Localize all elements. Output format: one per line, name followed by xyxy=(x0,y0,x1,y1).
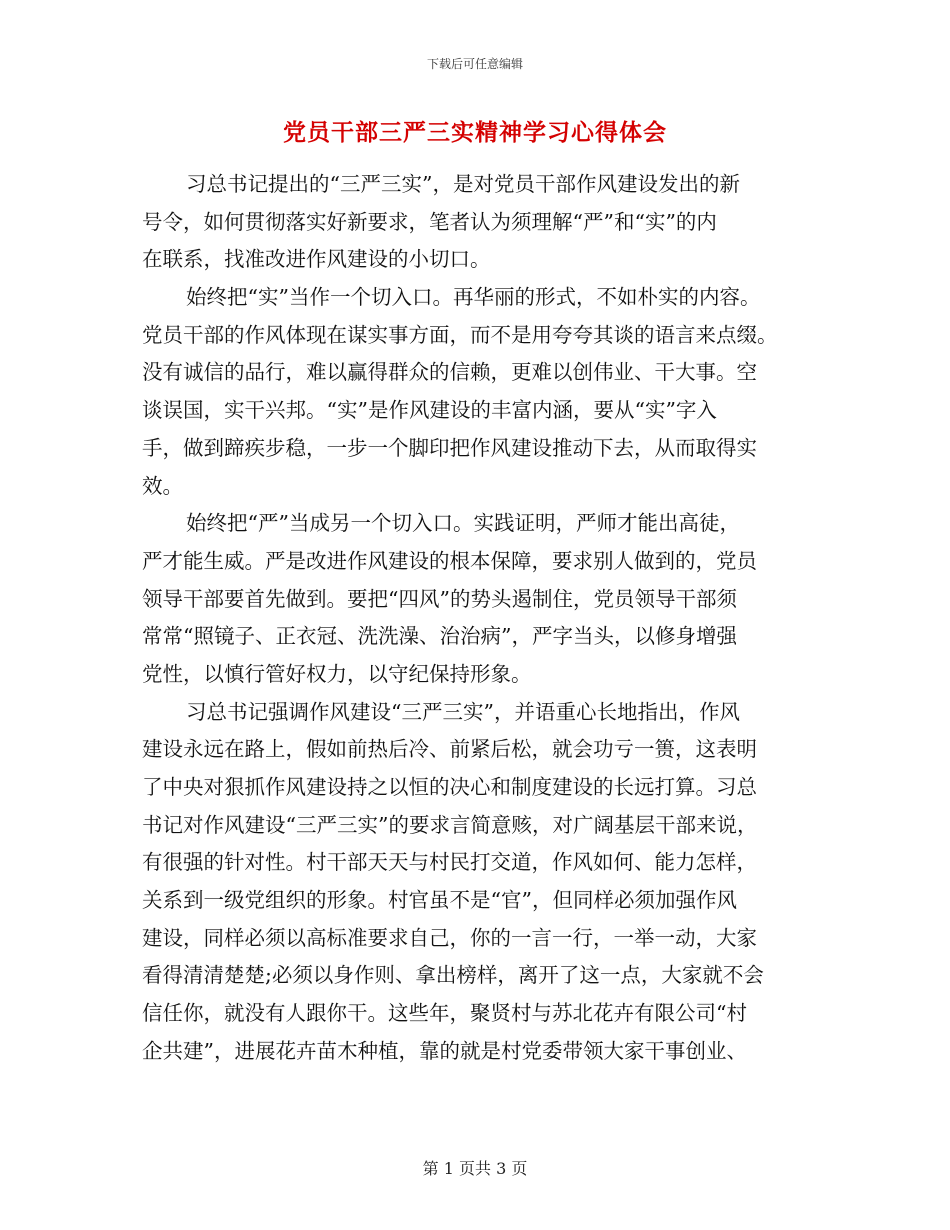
page-number-footer: 第 1 页共 3 页 xyxy=(422,1159,528,1178)
paragraph-line: 书记对作风建设“三严三实”的要求言简意赅，对广阔基层干部来说， xyxy=(142,812,758,837)
paragraph-line: 有很强的针对性。村干部天天与村民打交道，作风如何、能力怎样， xyxy=(142,850,757,875)
paragraph-line: 始终把“实”当作一个切入口。再华丽的形式，不如朴实的内容。 xyxy=(186,285,761,310)
paragraph xyxy=(142,694,808,1071)
paragraph-line: 习总书记强调作风建设“三严三实”，并语重心长地指出，作风 xyxy=(186,699,740,724)
paragraph-line: 建设永远在路上，假如前热后冷、前紧后松，就会功亏一篑，这表明 xyxy=(142,737,757,762)
paragraph-line: 效。 xyxy=(142,473,183,498)
paragraph-line: 谈误国，实干兴邦。“实”是作风建设的丰富内涵，要从“实”字入 xyxy=(142,398,717,423)
paragraph-line: 在联系，找准改进作风建设的小切口。 xyxy=(142,247,491,272)
paragraph-line: 企共建”，进展花卉苗木种植，靠的就是村党委带领大家干事创业、 xyxy=(142,1038,747,1063)
paragraph-line: 严才能生威。严是改进作风建设的根本保障，要求别人做到的，党员 xyxy=(142,548,757,573)
paragraph-line: 常常“照镜子、正衣冠、洗洗澡、治治病”，严字当头，以修身增强 xyxy=(142,624,737,649)
document-title: 党员干部三严三实精神学习心得体会 xyxy=(283,119,667,146)
paragraph-line: 信任你，就没有人跟你干。这些年，聚贤村与苏北花卉有限公司“村 xyxy=(142,1001,747,1026)
paragraph-line: 党员干部的作风体现在谋实事方面，而不是用夸夸其谈的语言来点缀。 xyxy=(142,322,778,347)
paragraph-line: 了中央对狠抓作风建设持之以恒的决心和制度建设的长远打算。习总 xyxy=(142,775,757,799)
paragraph-line: 号令，如何贯彻落实好新要求，笔者认为须理解“严”和“实”的内 xyxy=(142,209,717,234)
paragraph xyxy=(142,166,808,279)
paragraph-line: 没有诚信的品行，难以赢得群众的信赖，更难以创伟业、干大事。空 xyxy=(142,360,757,385)
paragraph-line: 建设，同样必须以高标准要求自己，你的一言一行，一举一动，大家 xyxy=(142,925,757,950)
paragraph-line: 手，做到蹄疾步稳，一步一个脚印把作风建设推动下去，从而取得实 xyxy=(142,435,757,460)
header-note: 下载后可任意编辑 xyxy=(426,57,523,71)
paragraph-line: 领导干部要首先做到。要把“四风”的势头遏制住，党员领导干部须 xyxy=(142,586,737,611)
paragraph-line: 习总书记提出的“三严三实”，是对党员干部作风建设发出的新 xyxy=(186,172,740,196)
document-body xyxy=(142,166,808,1071)
paragraph xyxy=(142,505,808,693)
paragraph-line: 党性，以慎行管好权力，以守纪保持形象。 xyxy=(142,661,532,686)
paragraph-line: 关系到一级党组织的形象。村官虽不是“官”，但同样必须加强作风 xyxy=(142,888,737,913)
paragraph-line: 始终把“严”当成另一个切入口。实践证明，严师才能出高徒， xyxy=(186,511,740,536)
paragraph-line: 看得清清楚楚;必须以身作则、拿出榜样，离开了这一点，大家就不会 xyxy=(142,963,764,988)
paragraph xyxy=(142,279,808,505)
